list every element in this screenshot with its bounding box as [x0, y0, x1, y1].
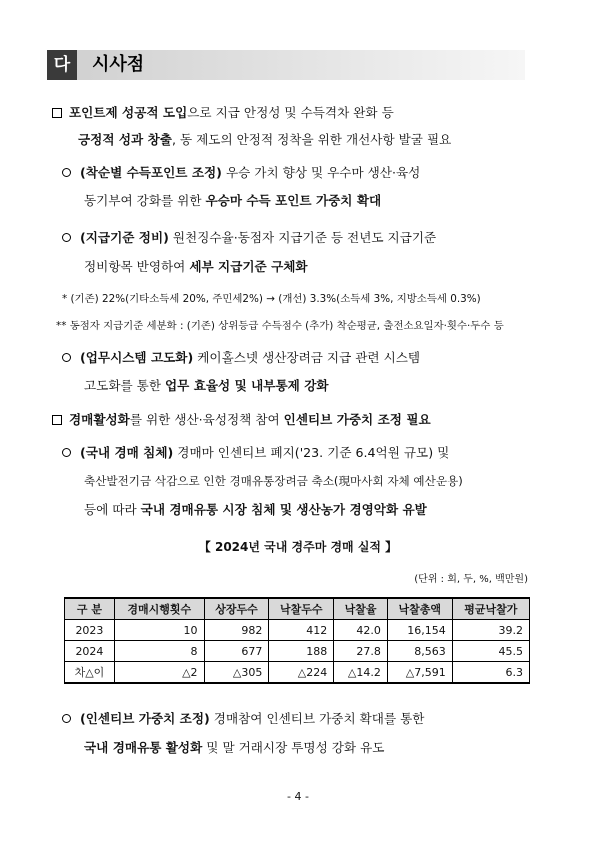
sub-bullet-2b-line-1: (인센티브 가중치 조정) 경매참여 인센티브 가중치 확대를 통한: [62, 710, 424, 728]
table-cell: 39.2: [452, 620, 529, 641]
table-cell: 8: [114, 641, 204, 662]
sub-bullet-2b-line-2: 국내 경매유통 활성화 및 말 거래시장 투명성 강화 유도: [84, 740, 385, 755]
table-cell: 677: [204, 641, 269, 662]
footnote-2: ** 동점자 지급기준 세분화 : (기존) 상위등급 수득점수 (추가) 착순평균, 출전소요일자·횟수·두수 등: [56, 320, 504, 332]
table-caption: 【 2024년 국내 경주마 경매 실적 】: [198, 540, 398, 554]
table-cell: 45.5: [452, 641, 529, 662]
table-cell: 42.0: [334, 620, 388, 641]
sub-bullet-2a-line-2: 축산발전기금 삭감으로 인한 경매유통장려금 축소(現마사회 자체 예산운용): [84, 474, 463, 488]
table-row: [65, 641, 530, 662]
col-header: 낙찰두수: [269, 598, 334, 620]
table-cell: △224: [269, 662, 334, 684]
col-header: 낙찰율: [334, 598, 388, 620]
table-cell: 10: [114, 620, 204, 641]
circle-bullet-icon: [62, 714, 71, 723]
table-header-row: [65, 598, 530, 620]
table-cell: 차△이: [65, 662, 115, 684]
sub-bullet-2a-line-1: (국내 경매 침체) 경매마 인센티브 폐지('23. 기준 6.4억원 규모) 및: [62, 444, 449, 462]
square-bullet-icon: [52, 415, 62, 425]
sub-bullet-1b-line-2: 정비항목 반영하여 세부 지급기준 구체화: [84, 259, 308, 274]
circle-bullet-icon: [62, 448, 71, 457]
table-cell: 2024: [65, 641, 115, 662]
sub-bullet-1c-line-2: 고도화를 통한 업무 효율성 및 내부통제 강화: [84, 378, 329, 393]
col-header: 낙찰총액: [387, 598, 452, 620]
table-cell: 6.3: [452, 662, 529, 684]
table-cell: △7,591: [387, 662, 452, 684]
col-header: 평균낙찰가: [452, 598, 529, 620]
sub-bullet-1a-line-1: (착순별 수득포인트 조정) 우승 가치 향상 및 우수마 생산·육성: [62, 164, 420, 182]
page-number: - 4 -: [287, 790, 309, 803]
table-cell: 27.8: [334, 641, 388, 662]
bullet-2-line-1: 경매활성화를 위한 생산·육성정책 참여 인센티브 가중치 조정 필요: [52, 411, 431, 429]
sub-bullet-1a-line-2: 동기부여 강화를 위한 우승마 수득 포인트 가중치 확대: [84, 193, 382, 208]
sub-bullet-1b-line-1: (지급기준 정비) 원천징수율·동점자 지급기준 등 전년도 지급기준: [62, 229, 436, 247]
circle-bullet-icon: [62, 233, 71, 242]
sub-bullet-1c-line-1: (업무시스템 고도화) 케이홀스넷 생산장려금 지급 관련 시스템: [62, 349, 420, 367]
table-row: [65, 620, 530, 641]
circle-bullet-icon: [62, 168, 71, 177]
table-cell: 8,563: [387, 641, 452, 662]
table-cell: 982: [204, 620, 269, 641]
table-cell: △305: [204, 662, 269, 684]
table-cell: 16,154: [387, 620, 452, 641]
table-cell: △14.2: [334, 662, 388, 684]
col-header: 구 분: [65, 598, 115, 620]
section-title: 시사점: [92, 54, 145, 75]
table-cell: 2023: [65, 620, 115, 641]
table-unit: (단위 : 회, 두, %, 백만원): [414, 574, 528, 585]
table-cell: 188: [269, 641, 334, 662]
col-header: 상장두수: [204, 598, 269, 620]
footnote-1: * (기존) 22%(기타소득세 20%, 주민세2%) → (개선) 3.3%(소득세 3%, 지방소득세 0.3%): [62, 293, 481, 305]
table-cell: △2: [114, 662, 204, 684]
col-header: 경매시행횟수: [114, 598, 204, 620]
table-row: [65, 662, 530, 684]
circle-bullet-icon: [62, 353, 71, 362]
square-bullet-icon: [52, 108, 62, 118]
table-cell: 412: [269, 620, 334, 641]
auction-results-table: [64, 597, 530, 684]
section-marker: 다: [47, 50, 77, 80]
sub-bullet-2a-line-3: 등에 따라 국내 경매유통 시장 침체 및 생산농가 경영악화 유발: [84, 502, 427, 517]
bullet-1-line-2: 긍정적 성과 창출, 동 제도의 안정적 정착을 위한 개선사항 발굴 필요: [78, 132, 452, 147]
bullet-1-line-1: 포인트제 성공적 도입으로 지급 안정성 및 수득격차 완화 등: [52, 104, 394, 122]
